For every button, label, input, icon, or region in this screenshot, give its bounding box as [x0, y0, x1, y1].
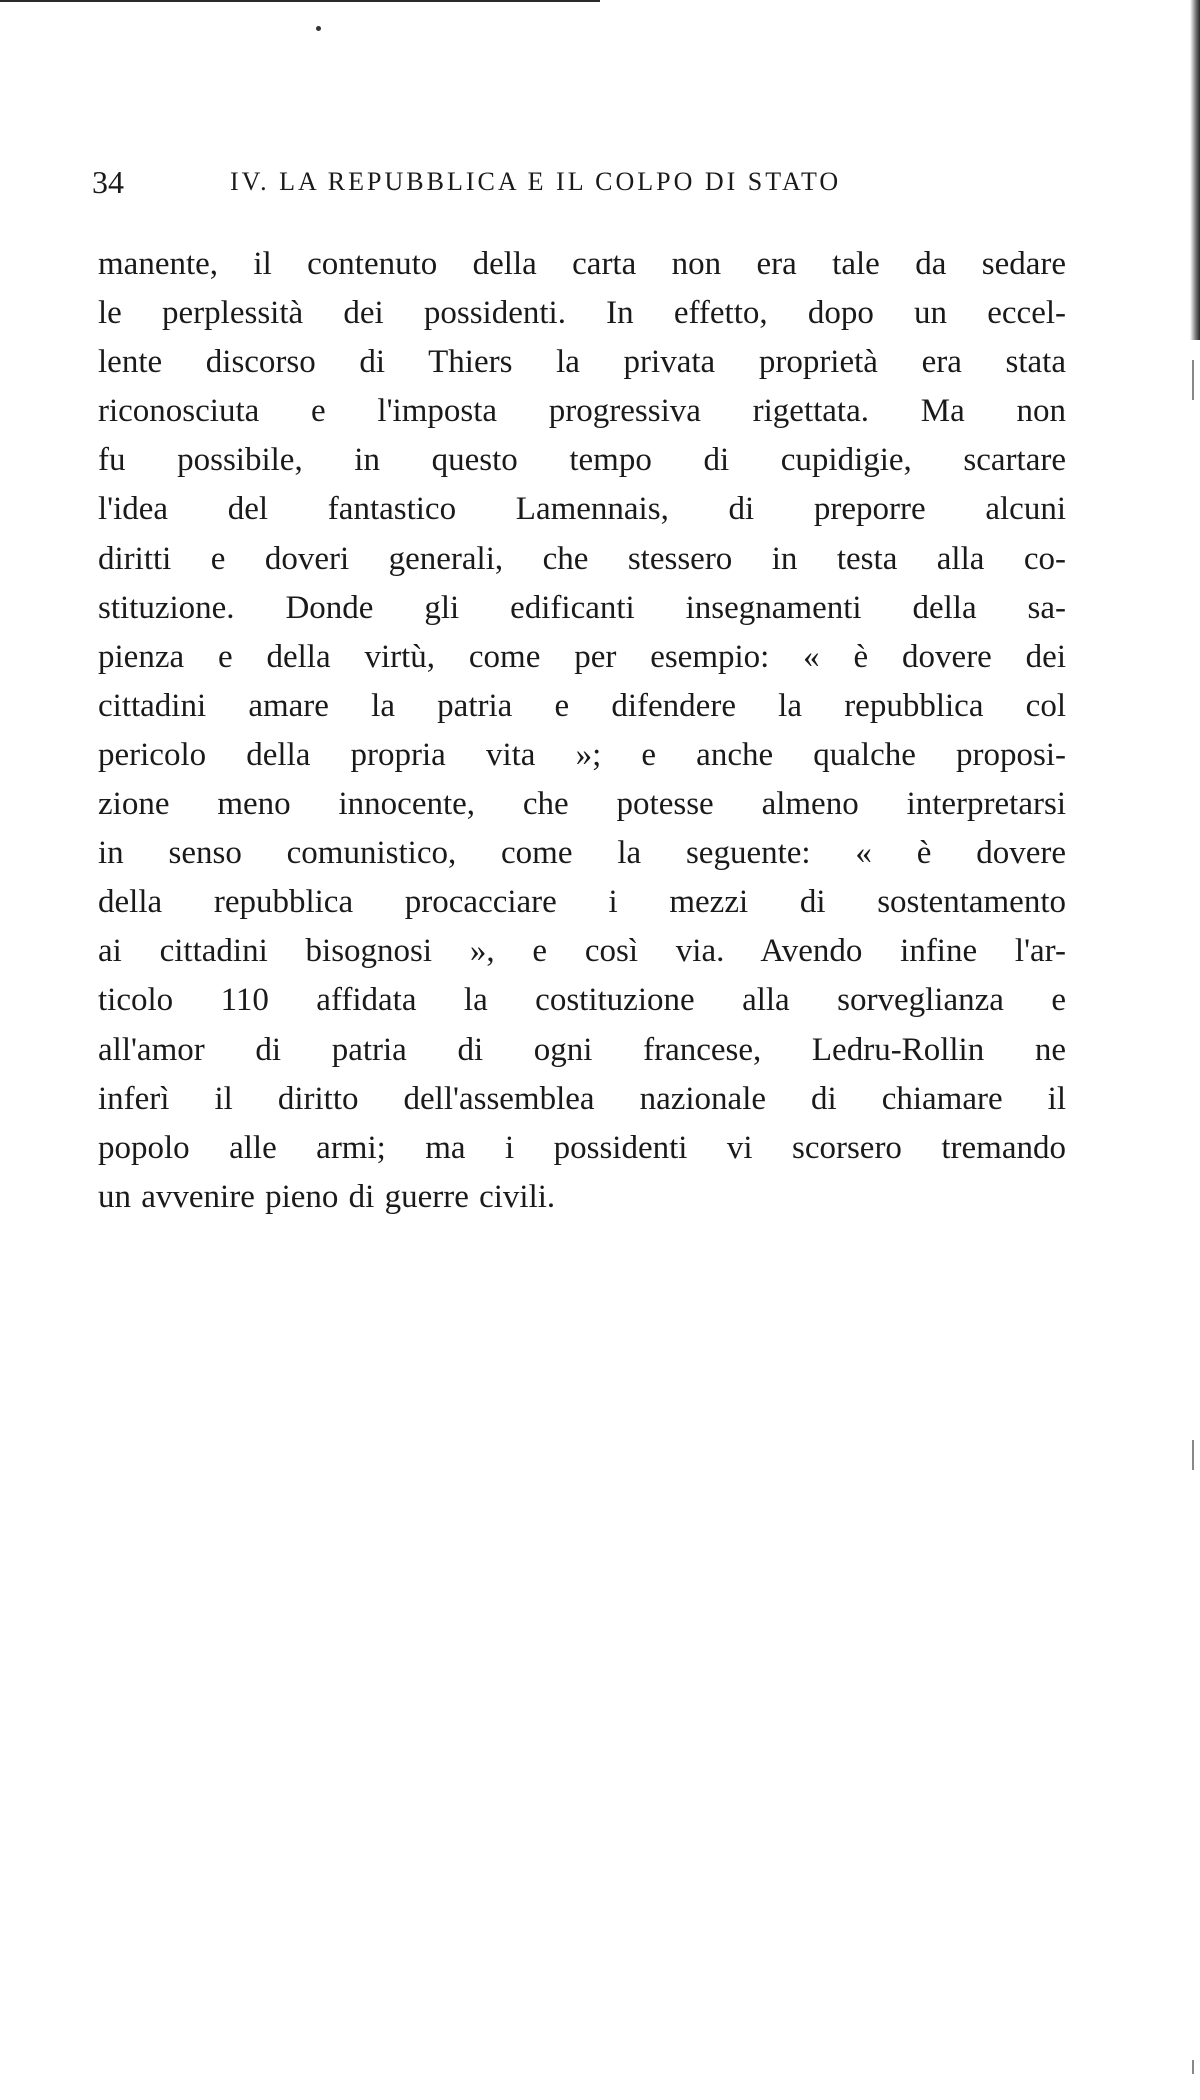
text-line: fu possibile, in questo tempo di cupidigie, scartare: [98, 442, 1066, 479]
text-line: in senso comunistico, come la seguente: « è dovere: [98, 835, 1066, 872]
text-line: ticolo 110 affidata la costituzione alla sorveglianza e: [98, 982, 1066, 1019]
text-line: all'amor di patria di ogni francese, Ledru-Rollin ne: [98, 1031, 1066, 1068]
text-line: riconosciuta e l'imposta progressiva rigettata. Ma non: [98, 393, 1066, 430]
page-number: 34: [92, 164, 124, 200]
scan-speck: [316, 26, 321, 31]
scan-edge-mark: [1192, 2060, 1194, 2074]
text-line: della repubblica procacciare i mezzi di sostentamento: [98, 884, 1066, 921]
scan-edge-mark: [1192, 1440, 1194, 1470]
scan-edge-shadow: [1190, 0, 1200, 340]
text-line: popolo alle armi; ma i possidenti vi scorsero tremando: [98, 1129, 1066, 1166]
text-line: lente discorso di Thiers la privata proprietà era stata: [98, 344, 1066, 381]
text-line: le perplessità dei possidenti. In effetto, dopo un eccel-: [98, 295, 1066, 332]
text-line: ai cittadini bisognosi », e così via. Avendo infine l'ar-: [98, 933, 1066, 970]
text-line: cittadini amare la patria e difendere la repubblica col: [98, 687, 1066, 724]
text-line: manente, il contenuto della carta non era tale da sedare: [98, 246, 1066, 282]
scan-top-rule: [0, 0, 600, 2]
text-line: l'idea del fantastico Lamennais, di preporre alcuni: [98, 491, 1066, 528]
text-line: zione meno innocente, che potesse almeno interpretarsi: [98, 786, 1066, 823]
text-line: pericolo della propria vita »; e anche qualche proposi-: [98, 736, 1066, 773]
page-header: [92, 162, 1072, 202]
text-line: pienza e della virtù, come per esempio: « è dovere dei: [98, 638, 1066, 675]
text-line: diritti e doveri generali, che stessero in testa alla co-: [98, 540, 1066, 577]
text-line: stituzione. Donde gli edificanti insegnamenti della sa-: [98, 589, 1066, 626]
running-head: IV. LA REPUBBLICA E IL COLPO DI STATO: [230, 167, 842, 196]
text-line: un avvenire pieno di guerre civili.: [98, 1178, 556, 1215]
text-line: inferì il diritto dell'assemblea nazionale di chiamare il: [98, 1080, 1066, 1117]
body-paragraph: [98, 240, 1066, 1222]
scan-edge-mark: [1192, 360, 1194, 400]
